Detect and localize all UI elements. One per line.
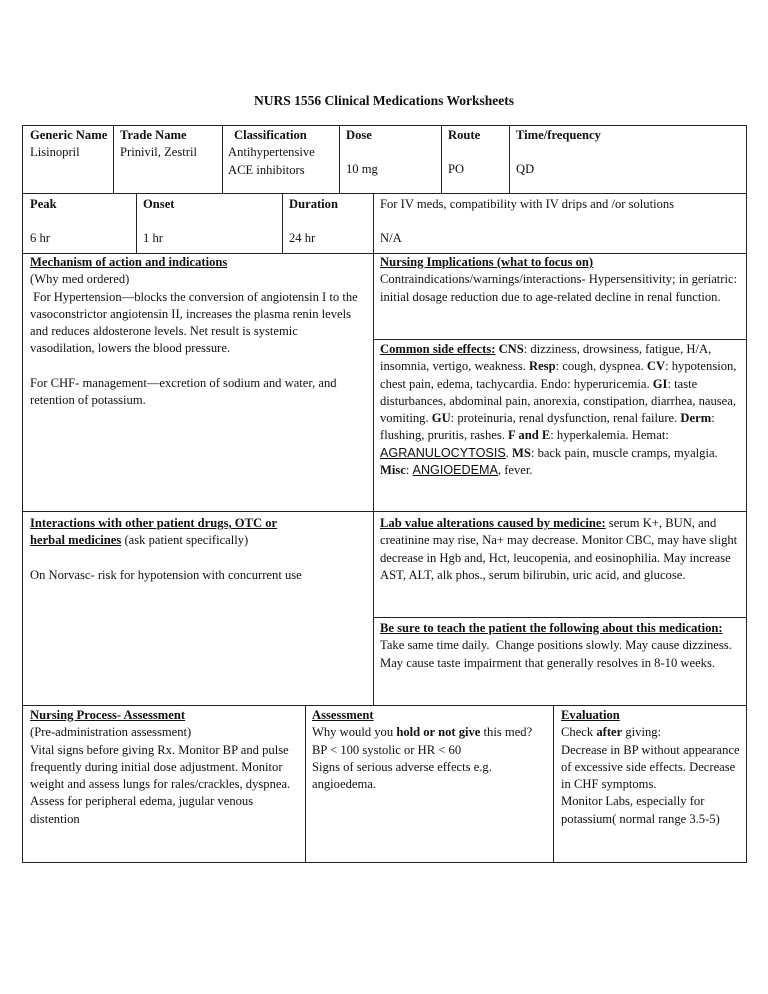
peak-label: Peak bbox=[30, 197, 57, 211]
patient-teaching-cell bbox=[380, 620, 742, 672]
generic-name-label: Generic Name bbox=[30, 128, 108, 142]
classification-cell bbox=[228, 127, 336, 179]
patient-teaching-text: Take same time daily. Change positions slowly. May cause dizziness. May cause taste impairment that generally resolves in 8-10 weeks. bbox=[380, 638, 735, 670]
derm-text: : flushing, pruritis, rashes. bbox=[380, 411, 715, 443]
lab-values-text: serum K+, BUN, and creatinine may rise, Na+ may decrease. Monitor CBC, may have slight decrease in Hgb and, Hct, leucopenia, and eosinophilia. May increase AST, ALT, alk phos., serum bilirubin, uric acid, and glucose. bbox=[380, 516, 738, 582]
nursing-implications-cell bbox=[380, 254, 740, 306]
nursing-process-text: Vital signs before giving Rx. Monitor BP and pulse frequently during initial dose adjustment. Monitor weight and assess lungs for rales/crackles, dyspnea. Assess for peripheral edema, jugular venous distention bbox=[30, 742, 291, 826]
duration-value: 24 hr bbox=[289, 231, 316, 246]
side-effects-cell bbox=[380, 341, 742, 479]
gu-text: : proteinuria, renal dysfunction, renal failure. bbox=[450, 411, 681, 426]
interactions-text: On Norvasc- risk for hypotension with concurrent use bbox=[30, 567, 302, 582]
misc-text: : bbox=[405, 463, 413, 478]
herbal-medicines-heading: herbal medicines bbox=[30, 533, 122, 548]
lab-values-heading: Lab value alterations caused by medicine: bbox=[380, 516, 606, 530]
route-cell bbox=[448, 127, 506, 179]
lab-values-cell bbox=[380, 515, 742, 584]
assessment-question-start: Why would you bbox=[312, 725, 397, 740]
peak-cell bbox=[30, 196, 132, 248]
fe-text: : hyperkalemia. Hemat: bbox=[550, 428, 669, 443]
angioedema-text: ANGIOEDEMA bbox=[412, 463, 498, 478]
after-agran-text: . bbox=[505, 445, 513, 460]
misc-label: Misc bbox=[380, 463, 406, 478]
side-effects-end: , fever. bbox=[497, 463, 533, 478]
evaluation-outcomes: Decrease in BP without appearance of excessive side effects. Decrease in CHF symptoms. bbox=[561, 742, 740, 792]
resp-label: Resp bbox=[529, 359, 556, 374]
nursing-implications-text: Contraindications/warnings/interactions- Hypersensitivity; in geriatric: initial dosage reduction due to age-related decline in renal function. bbox=[380, 272, 738, 304]
cv-text: : hypotension, chest pain, edema, tachycardia. Endo: hyperuricemia. bbox=[380, 359, 737, 391]
fe-label: F and E bbox=[508, 428, 551, 443]
derm-label: Derm bbox=[680, 411, 712, 426]
evaluation-labs: Monitor Labs, especially for potassium( normal range 3.5-5) bbox=[561, 794, 720, 826]
gi-text: : taste disturbances, abdominal pain, anorexia, constipation, diarrhea, nausea, vomiting. bbox=[380, 376, 737, 426]
duration-label: Duration bbox=[289, 197, 338, 211]
nursing-process-heading: Nursing Process- Assessment bbox=[30, 708, 186, 722]
generic-name-value: Lisinopril bbox=[30, 145, 80, 160]
mechanism-cell bbox=[30, 254, 360, 409]
evaluation-check-start: Check bbox=[561, 725, 597, 740]
cns-text: : dizziness, drowsiness, fatigue, H/A, insomnia, vertigo, weakness. bbox=[380, 342, 712, 374]
dose-cell bbox=[346, 127, 438, 179]
nursing-process-subheading: (Pre-administration assessment) bbox=[30, 725, 192, 740]
dose-value: 10 mg bbox=[346, 162, 378, 177]
assessment-vitals-criteria: BP < 100 systolic or HR < 60 bbox=[312, 742, 462, 757]
peak-value: 6 hr bbox=[30, 231, 50, 246]
cv-label: CV bbox=[646, 359, 666, 374]
evaluation-cell bbox=[561, 707, 743, 828]
classification-value: Antihypertensive ACE inhibitors bbox=[228, 145, 315, 177]
evaluation-heading: Evaluation bbox=[561, 708, 620, 722]
classification-label: Classification bbox=[234, 128, 307, 142]
trade-name-value: Prinivil, Zestril bbox=[120, 145, 197, 160]
iv-compatibility-cell bbox=[380, 196, 744, 248]
nursing-process-cell bbox=[30, 707, 300, 828]
route-label: Route bbox=[448, 128, 481, 142]
interactions-cell bbox=[30, 515, 365, 584]
side-effects-heading: Common side effects: bbox=[380, 342, 496, 356]
duration-cell bbox=[289, 196, 371, 248]
trade-name-label: Trade Name bbox=[120, 128, 187, 142]
mechanism-heading: Mechanism of action and indications bbox=[30, 255, 228, 269]
trade-name-cell bbox=[120, 127, 220, 162]
patient-teaching-heading: Be sure to teach the patient the following about this medication: bbox=[380, 621, 723, 635]
ms-label: MS bbox=[512, 445, 531, 460]
cns-label: CNS bbox=[498, 342, 524, 356]
resp-text: : cough, dyspnea. bbox=[555, 359, 647, 374]
dose-label: Dose bbox=[346, 128, 372, 142]
hold-or-not-give-text: hold or not give bbox=[396, 725, 481, 740]
lab-values-paragraph bbox=[380, 515, 742, 584]
gi-label: GI bbox=[652, 376, 668, 391]
interactions-heading: Interactions with other patient drugs, OTC or bbox=[30, 516, 278, 530]
interactions-heading-line2 bbox=[30, 532, 365, 549]
side-effects-paragraph bbox=[380, 341, 742, 479]
mechanism-hypertension-text: For Hypertension—blocks the conversion of angiotensin I to the vasoconstrictor angiotensin II, increases the plasma renin levels and reduces aldosterone levels. Net result is systemic vasodilation, lowers the blood pressure. bbox=[30, 289, 361, 356]
time-frequency-value: QD bbox=[516, 162, 535, 177]
mechanism-subheading: (Why med ordered) bbox=[30, 272, 130, 287]
agranulocytosis-text: AGRANULOCYTOSIS bbox=[380, 445, 506, 460]
mechanism-chf-text: For CHF- management—excretion of sodium and water, and retention of potassium. bbox=[30, 375, 337, 408]
time-frequency-label: Time/frequency bbox=[516, 128, 601, 142]
evaluation-check-end: giving: bbox=[622, 725, 662, 740]
onset-value: 1 hr bbox=[143, 231, 163, 246]
generic-name-cell bbox=[30, 127, 110, 162]
assessment-adverse-criteria: Signs of serious adverse effects e.g. angioedema. bbox=[312, 759, 492, 792]
assessment-question bbox=[312, 724, 550, 741]
nursing-implications-heading: Nursing Implications (what to focus on) bbox=[380, 255, 594, 269]
onset-cell bbox=[143, 196, 279, 248]
iv-compatibility-label: For IV meds, compatibility with IV drips and /or solutions bbox=[380, 197, 675, 211]
evaluation-check bbox=[561, 724, 743, 741]
page-title: NURS 1556 Clinical Medications Worksheets bbox=[253, 93, 514, 108]
ms-text: : back pain, muscle cramps, myalgia. bbox=[530, 445, 718, 460]
after-text: after bbox=[596, 725, 623, 740]
interactions-subheading: (ask patient specifically) bbox=[121, 533, 249, 548]
iv-compatibility-value: N/A bbox=[380, 231, 402, 246]
onset-label: Onset bbox=[143, 197, 175, 211]
route-value: PO bbox=[448, 162, 465, 177]
time-frequency-cell bbox=[516, 127, 744, 179]
assessment-cell bbox=[312, 707, 550, 793]
assessment-heading: Assessment bbox=[312, 708, 374, 722]
gu-label: GU bbox=[431, 411, 451, 426]
assessment-question-end: this med? bbox=[480, 725, 533, 740]
